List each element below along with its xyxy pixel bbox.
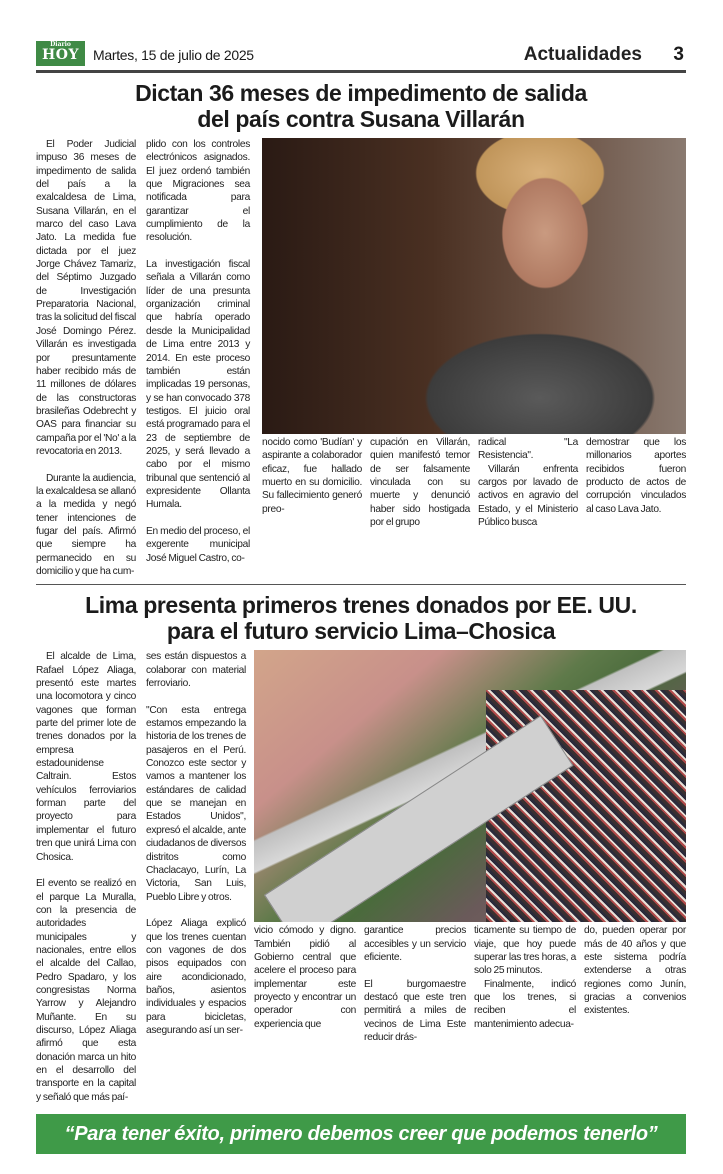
paragraph: La investigación fiscal señala a Villarán como líder de una presunta organización criminal que habría operado desde la Municipalidad de Lima entre 2013 y 2014. En este proceso también están implicadas 19 personas, y se han convocado 378 testigos. El juicio oral está programado para el 23 de septiembre de 2025, y será llevado a cabo por el mismo tribunal que sentenció al expresidente Ollanta Humala.	[146, 259, 250, 511]
paragraph: radical "La Resistencia".	[478, 437, 578, 462]
paragraph: nocido como 'Budían' y aspirante a colaborador eficaz, fue hallado muerto en su domicilio. Su fallecimiento generó preo-	[262, 437, 362, 515]
paragraph: vicio cómodo y digno. También pidió al Gobierno central que acelere el proceso para implementar este proyecto y encontrar un operador con experiencia que	[254, 925, 356, 1030]
headline-line: Dictan 36 meses de impedimento de salida	[135, 80, 587, 106]
crowd-image-area	[486, 690, 686, 922]
paragraph: El evento se realizó en el parque La Muralla, con la presencia de autoridades municipales y nacionales, entre ellos el alcalde del Callao, Pedro Spadaro, y los congresistas Norma Yarrow y Alejandro Muñante. En su discurso, López Aliaga afirmó que esta donación marca un hito en el desarrollo del transporte en la capital y señaló que más paí-	[36, 878, 136, 1103]
article1-body	[36, 138, 686, 578]
article2-column-2	[146, 650, 246, 1104]
article1-column-1	[36, 138, 136, 578]
issue-date: Martes, 15 de julio de 2025	[93, 47, 254, 63]
paragraph: El burgomaestre destacó que este tren permitirá a miles de vecinos de Lima Este reducir drás-	[364, 978, 466, 1044]
paragraph: El alcalde de Lima, Rafael López Aliaga, presentó este martes una locomotora y cinco vagones que forman parte del primer lote de trenes donados por la empresa estadounidense Caltrain. Estos vehículos ferroviarios forman parte del proyecto para implementar el futuro tren que unirá Lima con Chosica.	[36, 651, 136, 863]
paragraph: Villarán enfrenta cargos por lavado de activos en agravio del Estado, y el Ministerio Público busca	[478, 463, 578, 529]
logo-small-text: Diario	[50, 41, 71, 48]
paragraph: ses están dispuestos a colaborar con material ferroviario.	[146, 651, 246, 690]
paragraph: ticamente su tiempo de viaje, que hoy puede superar las tres horas, a solo 25 minutos.	[474, 925, 576, 977]
article1-bottom-columns	[262, 436, 686, 529]
paragraph: cupación en Villarán, quien manifestó temor de ser falsamente vinculada con su muerte y denunció haber sido hostigada por el grupo	[370, 437, 470, 529]
header-rule	[36, 70, 686, 73]
article1-column-6	[586, 436, 686, 529]
paragraph: do, pueden operar por más de 40 años y que este sistema podría extenderse a otras regiones como Junín, gracias a convenios existentes.	[584, 925, 686, 1017]
article1-column-3	[262, 436, 362, 529]
paragraph: Durante la audiencia, la exalcaldesa se allanó a la medida y negó tener intenciones de fugar del país. Afirmó que siempre ha permanecido en su domicilio y que ha cum-	[36, 472, 136, 577]
paragraph: En medio del proceso, el exgerente municipal José Miguel Castro, co-	[146, 525, 250, 564]
article2-column-4	[364, 924, 466, 1044]
diario-hoy-logo	[36, 41, 85, 66]
section-title: Actualidades	[523, 44, 642, 65]
newspaper-page	[36, 0, 686, 1174]
quote-banner: “Para tener éxito, primero debemos creer que podemos tenerlo”	[36, 1114, 686, 1154]
headline-line: para el futuro servicio Lima–Chosica	[166, 618, 556, 645]
paragraph: López Aliaga explicó que los trenes cuentan con vagones de dos pisos equipados con aire acondicionado, baños, asientos individuales y espacios para bicicletas, asegurando así un ser-	[146, 918, 246, 1036]
logo-big-text: HOY	[42, 47, 79, 63]
paragraph: "Con esta entrega estamos empezando la historia de los trenes de pasajeros en el Perú. Conozco este sector y vamos a mantener los estándares de calidad que se manejan en Estados Unidos", expresó el alcalde, ante ciudadanos de diversos distritos como Chaclacayo, Lurín, La Victoria, San Luis, Pueblo Libre y otros.	[146, 704, 246, 903]
article2-bottom-columns	[254, 924, 686, 1044]
article1-column-5	[478, 436, 578, 529]
article1-left-columns	[36, 138, 250, 578]
article2-body	[36, 650, 686, 1104]
article1-column-4	[370, 436, 470, 529]
article2-right-block	[254, 650, 686, 1044]
article2-left-columns	[36, 650, 246, 1104]
paragraph: demostrar que los millonarios aportes recibidos fueron producto de actos de corrupción vinculados al caso Lava Jato.	[586, 437, 686, 515]
article1-right-block	[262, 138, 686, 529]
headline-line: del país contra Susana Villarán	[197, 106, 525, 132]
villaran-photo	[262, 138, 686, 434]
article1-column-2	[146, 138, 250, 578]
article2-headline	[36, 592, 686, 644]
article2-column-5	[474, 924, 576, 1044]
article-divider	[36, 584, 686, 585]
train-presentation-photo	[254, 650, 686, 922]
paragraph: plido con los controles electrónicos asignados. El juez ordenó también que Migraciones sea notificada para garantizar el cumplimiento de la resolución.	[146, 139, 250, 244]
paragraph: Finalmente, indicó que los trenes, si reciben el mantenimiento adecua-	[474, 978, 576, 1030]
page-header	[36, 41, 686, 70]
paragraph: El Poder Judicial impuso 36 meses de impedimento de salida del país a la exalcaldesa de Lima, Susana Villarán, en el marco del caso Lava Jato. La medida fue dictada por el juez Jorge Chávez Tamariz, del Séptimo Juzgado de Investigación Preparatoria Nacional, tras la solicitud del fiscal José Domingo Pérez. Villarán es investigada por presuntamente haber recibido más de 11 millones de dólares de las constructoras brasileñas Odebrecht y OAS para financiar su campaña por el 'No' a la revocatoria en 2013.	[36, 139, 136, 457]
page-number: 3	[673, 44, 684, 65]
article2-column-3	[254, 924, 356, 1044]
headline-line: Lima presenta primeros trenes donados por EE. UU.	[85, 592, 637, 619]
article1-headline	[36, 80, 686, 132]
paragraph: garantice precios accesibles y un servicio eficiente.	[364, 925, 466, 964]
article2-column-6	[584, 924, 686, 1044]
article2-column-1	[36, 650, 136, 1104]
